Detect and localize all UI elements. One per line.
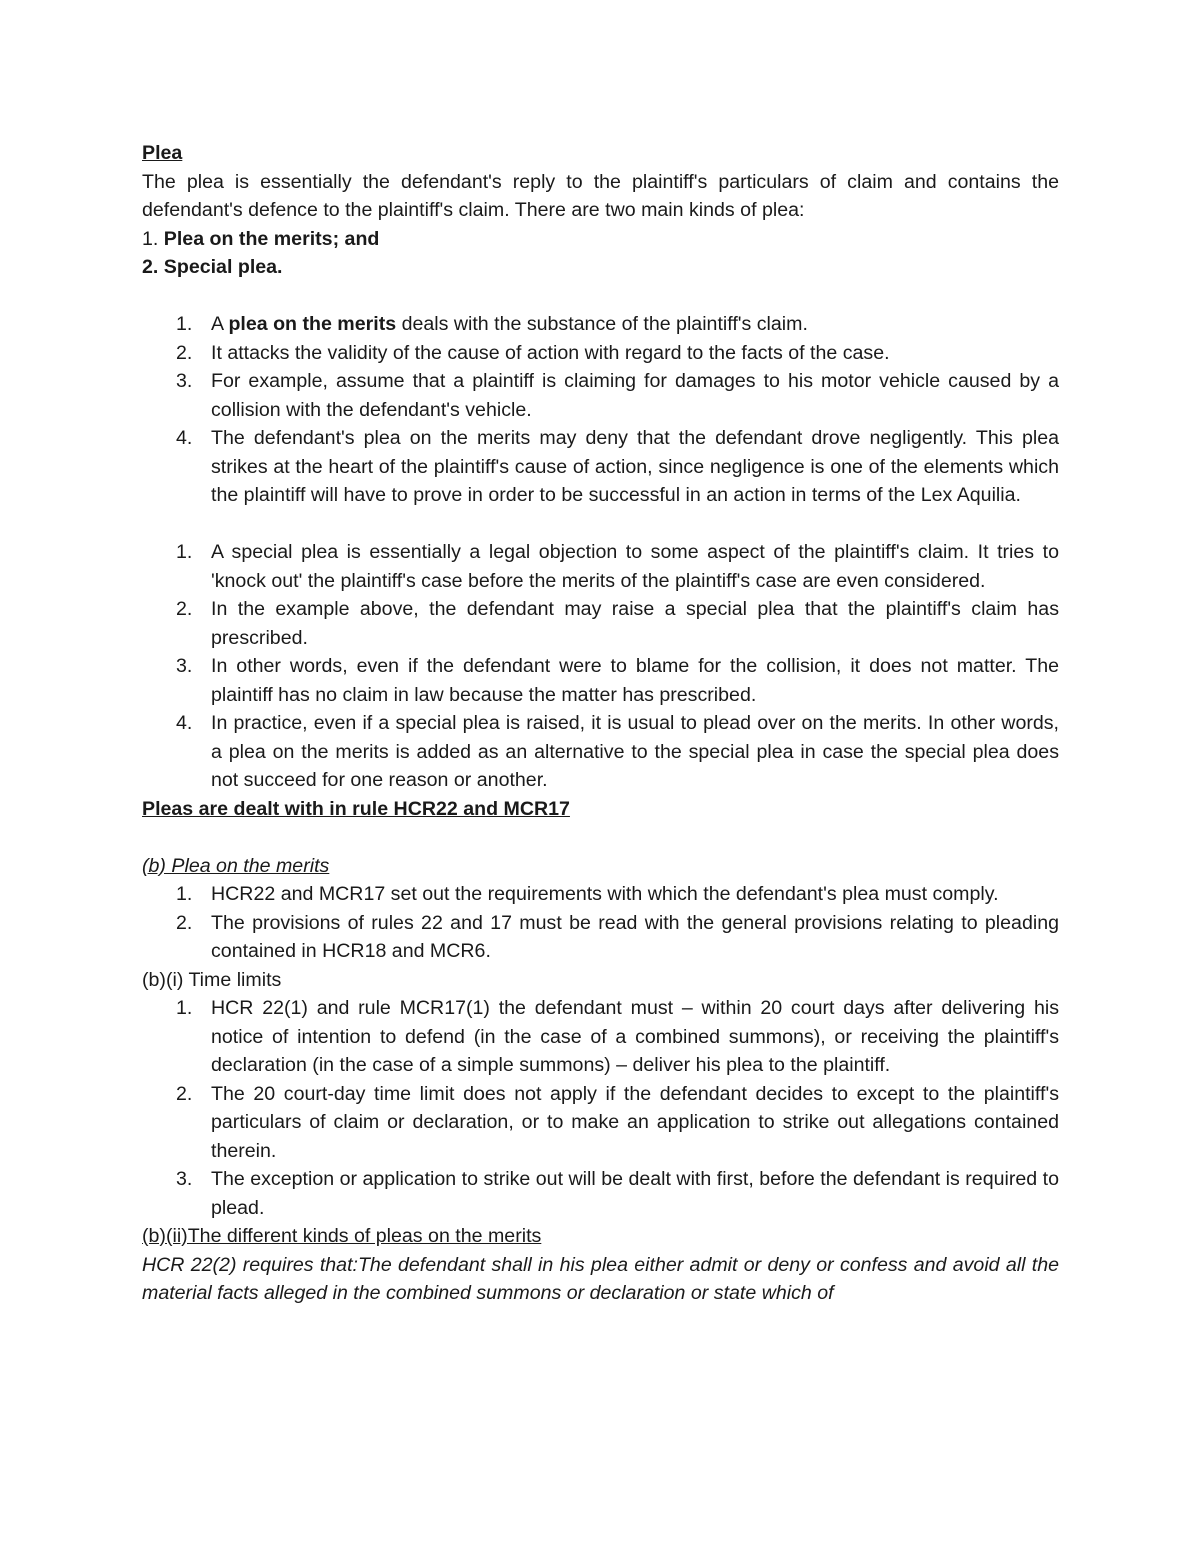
list-item (142, 310, 1059, 339)
list-item (142, 339, 1059, 368)
list-text: For example, assume that a plaintiff is claiming for damages to his motor vehicle caused by a collision with the defendant's vehicle. (211, 370, 1059, 421)
special-plea-list (142, 538, 1059, 795)
section-heading-b: (b) Plea on the merits (142, 854, 330, 877)
kind-number: 1. (142, 227, 164, 250)
list-number: 1. (176, 997, 193, 1019)
list-text: The provisions of rules 22 and 17 must be read with the general provisions relating to pleading contained in HCR18 and MCR6. (211, 911, 1059, 962)
list-item (142, 367, 1059, 424)
kind-label: Plea on the merits; and (163, 227, 380, 250)
merits-list (142, 310, 1059, 510)
page-title: Plea (142, 142, 183, 164)
list-number: 1. (176, 541, 193, 563)
list-text: The defendant's plea on the merits may deny that the defendant drove negligently. This plea strikes at the heart of the plaintiff's cause of action, since negligence is one of the elements which the plaintiff will have to prove in order to be successful in an action in terms of the Lex Aquilia. (211, 427, 1059, 506)
list-text: A (211, 313, 229, 335)
kind-item-2: 2. Special plea. (142, 256, 283, 278)
list-text: In the example above, the defendant may raise a special plea that the plaintiff's claim has prescribed. (211, 598, 1059, 649)
list-text: It attacks the validity of the cause of action with regard to the facts of the case. (211, 341, 890, 364)
rules-heading: Pleas are dealt with in rule HCR22 and MCR17 (142, 797, 570, 820)
document-page (142, 139, 1059, 1308)
list-item (142, 709, 1059, 795)
kind-item-1 (142, 225, 1059, 254)
list-text: The 20 court-day time limit does not apply if the defendant decides to except to the plaintiff's particulars of claim or declaration, or to make an application to strike out allegations contained therein. (211, 1082, 1059, 1162)
list-item (142, 909, 1059, 966)
list-item (142, 652, 1059, 709)
rule-quote: HCR 22(2) requires that:The defendant shall in his plea either admit or deny or confess and avoid all the material facts alleged in the combined summons or declaration or state which of (142, 1253, 1059, 1304)
list-number: 3. (176, 370, 193, 392)
list-item (142, 424, 1059, 510)
list-text: HCR22 and MCR17 set out the requirements with which the defendant's plea must comply. (211, 883, 999, 905)
intro-paragraph: The plea is essentially the defendant's reply to the plaintiff's particulars of claim and contains the defendant's defence to the plaintiff's claim. There are two main kinds of plea: (142, 170, 1059, 221)
list-item (142, 880, 1059, 909)
section-heading-bii: (b)(ii)The different kinds of pleas on the merits (142, 1225, 542, 1247)
section-heading-bi: (b)(i) Time limits (142, 968, 282, 991)
list-number: 1. (176, 313, 193, 335)
list-number: 2. (176, 341, 193, 364)
list-item (142, 595, 1059, 652)
section-bi-list (142, 994, 1059, 1222)
list-text: deals with the substance of the plaintiff's claim. (396, 313, 808, 335)
list-number: 2. (176, 911, 193, 934)
list-text: HCR 22(1) and rule MCR17(1) the defendant must – within 20 court days after delivering his notice of intention to defend (in the case of a combined summons), or receiving the plaintiff's declaration (in the case of a simple summons) – deliver his plea to the plaintiff. (211, 997, 1059, 1076)
list-text: In practice, even if a special plea is raised, it is usual to plead over on the merits. In other words, a plea on the merits is added as an alternative to the special plea in case the special plea does not succeed for one reason or another. (211, 712, 1059, 791)
blank-line (142, 510, 1059, 539)
list-item (142, 538, 1059, 595)
blank-line (142, 282, 1059, 311)
list-number: 3. (176, 655, 193, 677)
list-number: 2. (176, 1082, 193, 1105)
list-text: A special plea is essentially a legal objection to some aspect of the plaintiff's claim. It tries to 'knock out' the plaintiff's case before the merits of the plaintiff's case are even considered. (211, 541, 1059, 592)
list-item (142, 1080, 1059, 1166)
list-text: In other words, even if the defendant were to blame for the collision, it does not matter. The plaintiff has no claim in law because the matter has prescribed. (211, 655, 1059, 706)
list-item (142, 1165, 1059, 1222)
list-text: The exception or application to strike out will be dealt with first, before the defendant is required to plead. (211, 1168, 1059, 1219)
list-number: 2. (176, 598, 193, 620)
section-b-list (142, 880, 1059, 966)
list-number: 4. (176, 427, 193, 449)
bold-term: plea on the merits (228, 313, 397, 335)
list-number: 4. (176, 712, 193, 734)
list-number: 1. (176, 883, 193, 905)
blank-line (142, 823, 1059, 852)
list-item (142, 994, 1059, 1080)
list-number: 3. (176, 1168, 193, 1190)
